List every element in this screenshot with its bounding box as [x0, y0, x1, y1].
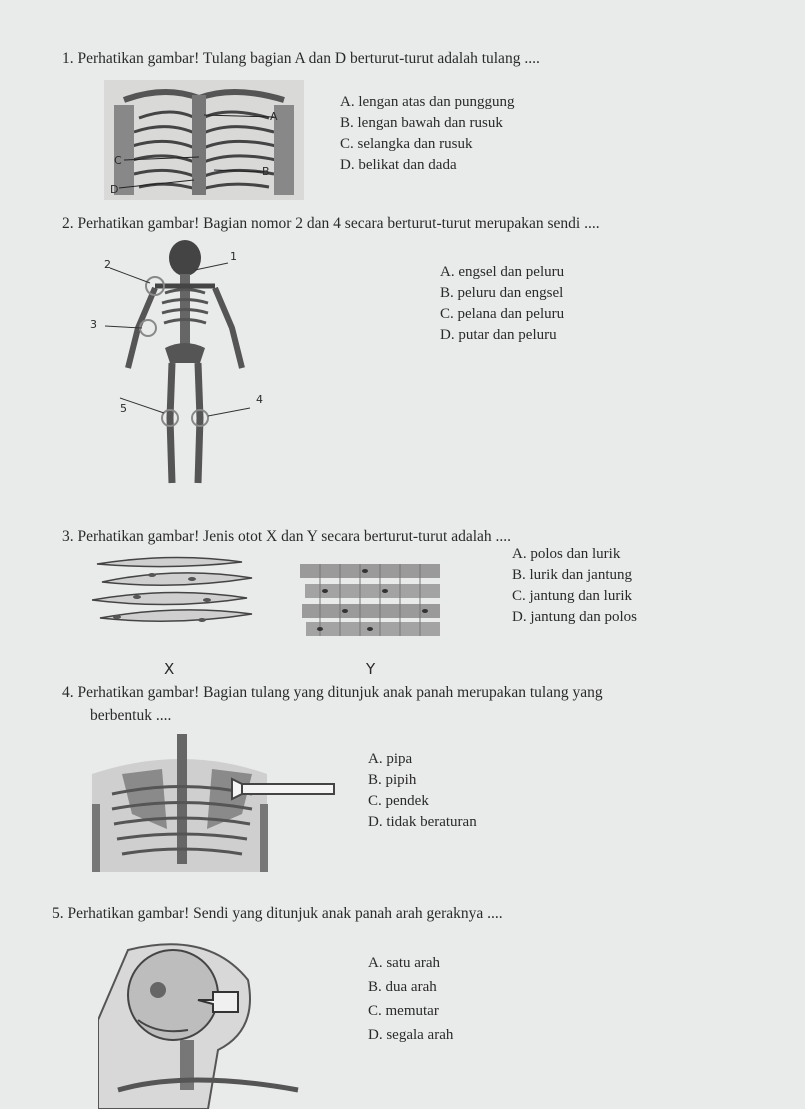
- option-b[interactable]: B. pipih: [368, 772, 417, 788]
- neck-joint-illustration: [98, 940, 338, 1109]
- label-3: 3: [90, 318, 97, 331]
- label-1: 1: [230, 250, 237, 263]
- option-d[interactable]: D. tidak beraturan: [368, 814, 477, 830]
- option-d[interactable]: D. segala arah: [368, 1027, 454, 1043]
- option-a[interactable]: A. engsel dan peluru: [440, 264, 565, 280]
- label-4: 4: [256, 393, 263, 406]
- label-y: Y: [366, 660, 376, 678]
- option-b[interactable]: B. peluru dan engsel: [440, 285, 564, 301]
- question-4-options: [368, 749, 477, 833]
- question-5-options: [368, 951, 453, 1047]
- label-5: 5: [120, 402, 127, 415]
- label-b: B: [262, 165, 270, 178]
- option-c[interactable]: C. pelana dan peluru: [440, 306, 565, 322]
- option-d[interactable]: D. belikat dan dada: [340, 157, 457, 173]
- question-3-options: [512, 544, 637, 628]
- question-1-stem: 1. Perhatikan gambar! Tulang bagian A dan D berturut-turut adalah tulang ....: [62, 50, 540, 67]
- label-c: C: [114, 154, 122, 167]
- question-2-options: [440, 262, 564, 346]
- question-4-stem-continued: berbentuk ....: [90, 707, 172, 724]
- label-2: 2: [104, 258, 111, 271]
- option-c[interactable]: C. selangka dan rusuk: [340, 136, 473, 152]
- option-d[interactable]: D. putar dan peluru: [440, 327, 557, 343]
- question-5-stem: 5. Perhatikan gambar! Sendi yang ditunjuk anak panah arah geraknya ....: [52, 905, 503, 922]
- scapula-illustration: [92, 734, 342, 872]
- label-d: D: [110, 183, 119, 196]
- option-d[interactable]: D. jantung dan polos: [512, 609, 637, 625]
- label-x: X: [164, 660, 175, 678]
- option-b[interactable]: B. lengan bawah dan rusuk: [340, 115, 503, 131]
- ribcage-illustration: [104, 80, 304, 200]
- label-a: A: [270, 110, 278, 123]
- question-1-options: [340, 92, 515, 176]
- option-a[interactable]: A. polos dan lurik: [512, 546, 621, 562]
- option-a[interactable]: A. pipa: [368, 751, 413, 767]
- skeleton-illustration: [100, 238, 270, 498]
- option-a[interactable]: A. satu arah: [368, 955, 441, 971]
- question-4-stem: 4. Perhatikan gambar! Bagian tulang yang ditunjuk anak panah merupakan tulang yang: [62, 684, 603, 701]
- option-b[interactable]: B. dua arah: [368, 979, 437, 995]
- option-b[interactable]: B. lurik dan jantung: [512, 567, 632, 583]
- smooth-muscle-illustration: [92, 552, 257, 637]
- question-3-stem: 3. Perhatikan gambar! Jenis otot X dan Y secara berturut-turut adalah ....: [62, 528, 512, 545]
- cardiac-muscle-illustration: [300, 560, 445, 640]
- question-2-stem: 2. Perhatikan gambar! Bagian nomor 2 dan 4 secara berturut-turut merupakan sendi ....: [62, 215, 600, 232]
- option-c[interactable]: C. memutar: [368, 1003, 439, 1019]
- option-c[interactable]: C. jantung dan lurik: [512, 588, 632, 604]
- option-a[interactable]: A. lengan atas dan punggung: [340, 94, 515, 110]
- option-c[interactable]: C. pendek: [368, 793, 429, 809]
